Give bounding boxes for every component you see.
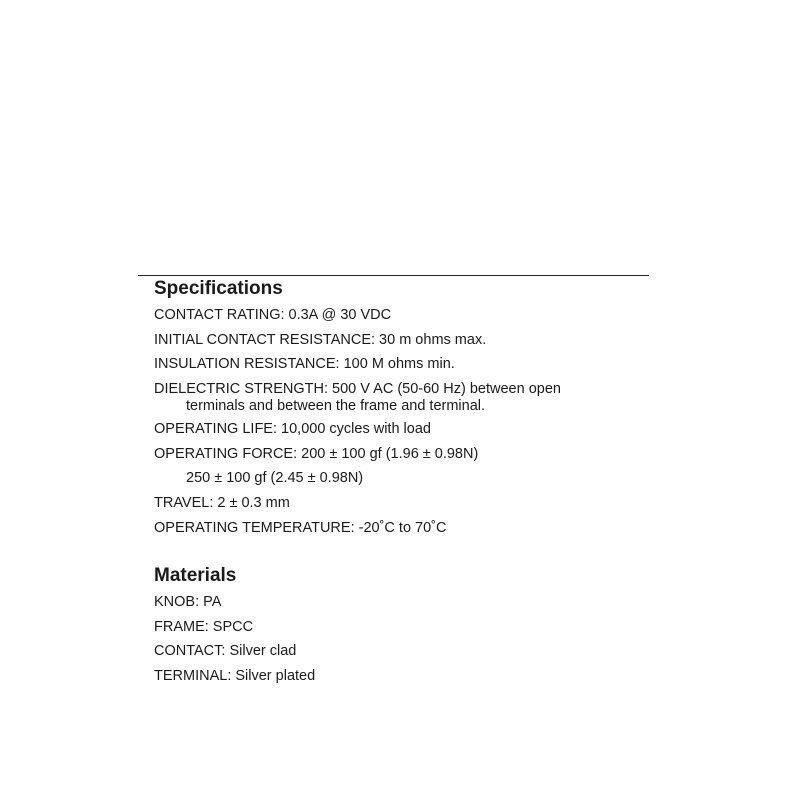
materials-heading: Materials	[154, 565, 237, 586]
spec-operating-life: OPERATING LIFE: 10,000 cycles with load	[154, 421, 431, 437]
spec-sheet	[154, 277, 649, 688]
spec-dielectric-strength-line2: terminals and between the frame and terminal.	[186, 398, 486, 414]
spec-operating-force-alt: 250 ± 100 gf (2.45 ± 0.98N)	[186, 470, 364, 486]
material-frame: FRAME: SPCC	[154, 618, 254, 635]
specifications-heading: Specifications	[154, 278, 283, 299]
specifications-list	[154, 303, 649, 540]
spec-insulation-resistance: INSULATION RESISTANCE: 100 M ohms min.	[154, 356, 455, 372]
material-knob: KNOB: PA	[154, 594, 222, 610]
spec-dielectric-strength	[154, 377, 649, 417]
material-terminal: TERMINAL: Silver plated	[154, 667, 316, 684]
spec-dielectric-strength-line1: DIELECTRIC STRENGTH: 500 V AC (50-60 Hz) between open	[154, 380, 561, 397]
materials-list	[154, 590, 649, 688]
spec-travel: TRAVEL: 2 ± 0.3 mm	[154, 495, 290, 511]
spec-contact-rating: CONTACT RATING: 0.3A @ 30 VDC	[154, 307, 392, 323]
top-divider	[138, 275, 649, 276]
spec-operating-temperature: OPERATING TEMPERATURE: -20˚C to 70˚C	[154, 519, 447, 536]
spec-initial-contact-resistance: INITIAL CONTACT RESISTANCE: 30 m ohms max.	[154, 331, 487, 348]
material-contact: CONTACT: Silver clad	[154, 643, 297, 659]
section-spacer	[154, 540, 649, 564]
spec-operating-force: OPERATING FORCE: 200 ± 100 gf (1.96 ± 0.98N)	[154, 445, 479, 462]
